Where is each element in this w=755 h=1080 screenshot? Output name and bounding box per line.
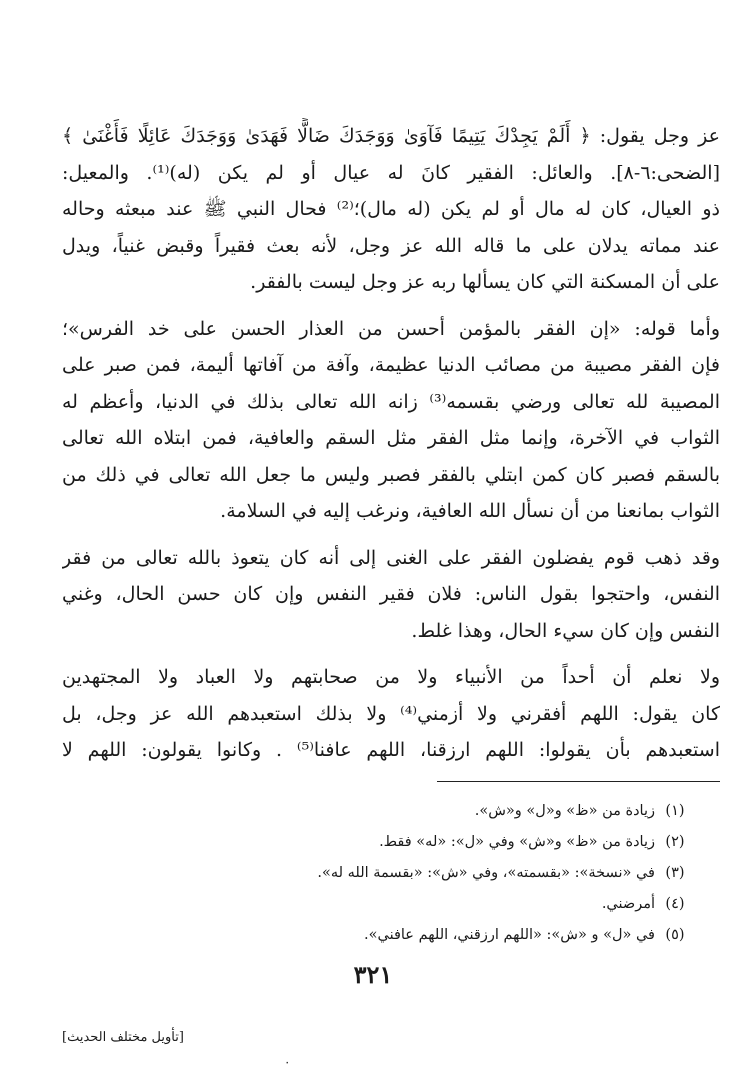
footnote-text: في «ل» و «ش»: «اللهم ارزقني، اللهم عافني». (364, 927, 655, 943)
main-text (62, 118, 720, 779)
footer-mark: ٠ (284, 1055, 291, 1069)
footnotes (255, 796, 695, 951)
text-line: فإن الفقر مصيبة من مصائب الدنيا عظيمة، وآفة من آفاتها أليمة، فمن صبر على (62, 354, 720, 376)
footnote-divider (437, 781, 720, 782)
text-line: وأما قوله: «إن الفقر بالمؤمن أحسن من العذار الحسن على خد الفرس»؛ (62, 317, 720, 340)
footnote (255, 827, 695, 858)
footnote-number: (٢) (665, 834, 685, 850)
footnote (255, 796, 695, 827)
text-line: الثواب بمانعنا من أن نسأل الله العافية، ونرغب إليه في السلامة. (220, 500, 720, 522)
footnote-text: في «نسخة»: «بقسمته»، وفي «ش»: «بقسمة الله له». (317, 865, 655, 881)
text-line: ولا نعلم أن أحداً من الأنبياء ولا من صحابتهم ولا العباد ولا المجتهدين (62, 666, 720, 688)
text-line: النفس، واحتجوا بقول الناس: فلان فقير النفس وإن كان حسن الحال، وغني (62, 583, 720, 605)
footnote (255, 920, 695, 951)
text-line: عز وجل يقول: ﴿ أَلَمْ يَجِدْكَ يَتِيمًا فَآوَىٰ وَوَجَدَكَ ضَالًّا فَهَدَىٰ وَوَجَدَكَ عَائِلًا فَأَغْنَىٰ ﴾ (62, 125, 720, 147)
footnote-number: (٣) (665, 865, 685, 881)
footnote-text: زيادة من «ظ» و«ش» وفي «ل»: «له» فقط. (379, 834, 655, 850)
text-line: وقد ذهب قوم يفضلون الفقر على الغنى إلى أنه كان يتعوذ بالله تعالى من فقر (62, 546, 720, 569)
text-line: ذو العيال، كان له مال أو لم يكن (له مال)؛⁽²⁾ فحال النبي ﷺ عند مبعثه وحاله (62, 198, 720, 220)
paragraph (62, 118, 720, 301)
footnote-text: أمرضني. (601, 896, 655, 912)
footnote-number: (٤) (665, 896, 685, 912)
footnote (255, 889, 695, 920)
text-line: بالسقم فصبر كان كمن ابتلي بالفقر فصبر وليس ما جعل الله تعالى في ذلك من (62, 463, 720, 486)
text-line: عند مماته يدلان على ما قاله الله عز وجل، لأنه بعث فقيراً وقبض غنياً، ويدل (62, 234, 720, 257)
footnote-text: زيادة من «ظ» و«ل» و«ش». (474, 803, 655, 819)
text-line: استعبدهم بأن يقولوا: اللهم ارزقنا، اللهم عافنا⁽⁵⁾ . وكانوا يقولون: اللهم لا (62, 739, 720, 761)
text-line: النفس وإن كان سيء الحال، وهذا غلط. (411, 619, 720, 642)
footnote (255, 858, 695, 889)
text-line: الثواب في الآخرة، وإنما مثل الفقر مثل السقم والعافية، فمن ابتلاه الله تعالى (62, 427, 720, 449)
paragraph (62, 540, 720, 650)
book-title-footer: [تأويل مختلف الحديث] (62, 1030, 184, 1045)
text-line: [الضحى:٦-٨]. والعائل: الفقير كانَ له عيال أو لم يكن (له)⁽¹⁾. والمعيل: (62, 161, 720, 184)
page-number: ٣٢١ (353, 960, 393, 989)
footnote-number: (١) (665, 803, 685, 819)
text-line: على أن المسكنة التي كان يسألها ربه عز وجل ليست بالفقر. (250, 271, 720, 293)
text-line: المصيبة لله تعالى ورضي بقسمه⁽³⁾ زانه الله تعالى بذلك في الدنيا، وأعظم له (62, 390, 720, 413)
footnote-number: (٥) (665, 927, 685, 943)
text-line: كان يقول: اللهم أفقرني ولا أزمني⁽⁴⁾ ولا بذلك استعبدهم الله عز وجل، بل (62, 702, 720, 725)
paragraph (62, 659, 720, 769)
paragraph (62, 311, 720, 530)
